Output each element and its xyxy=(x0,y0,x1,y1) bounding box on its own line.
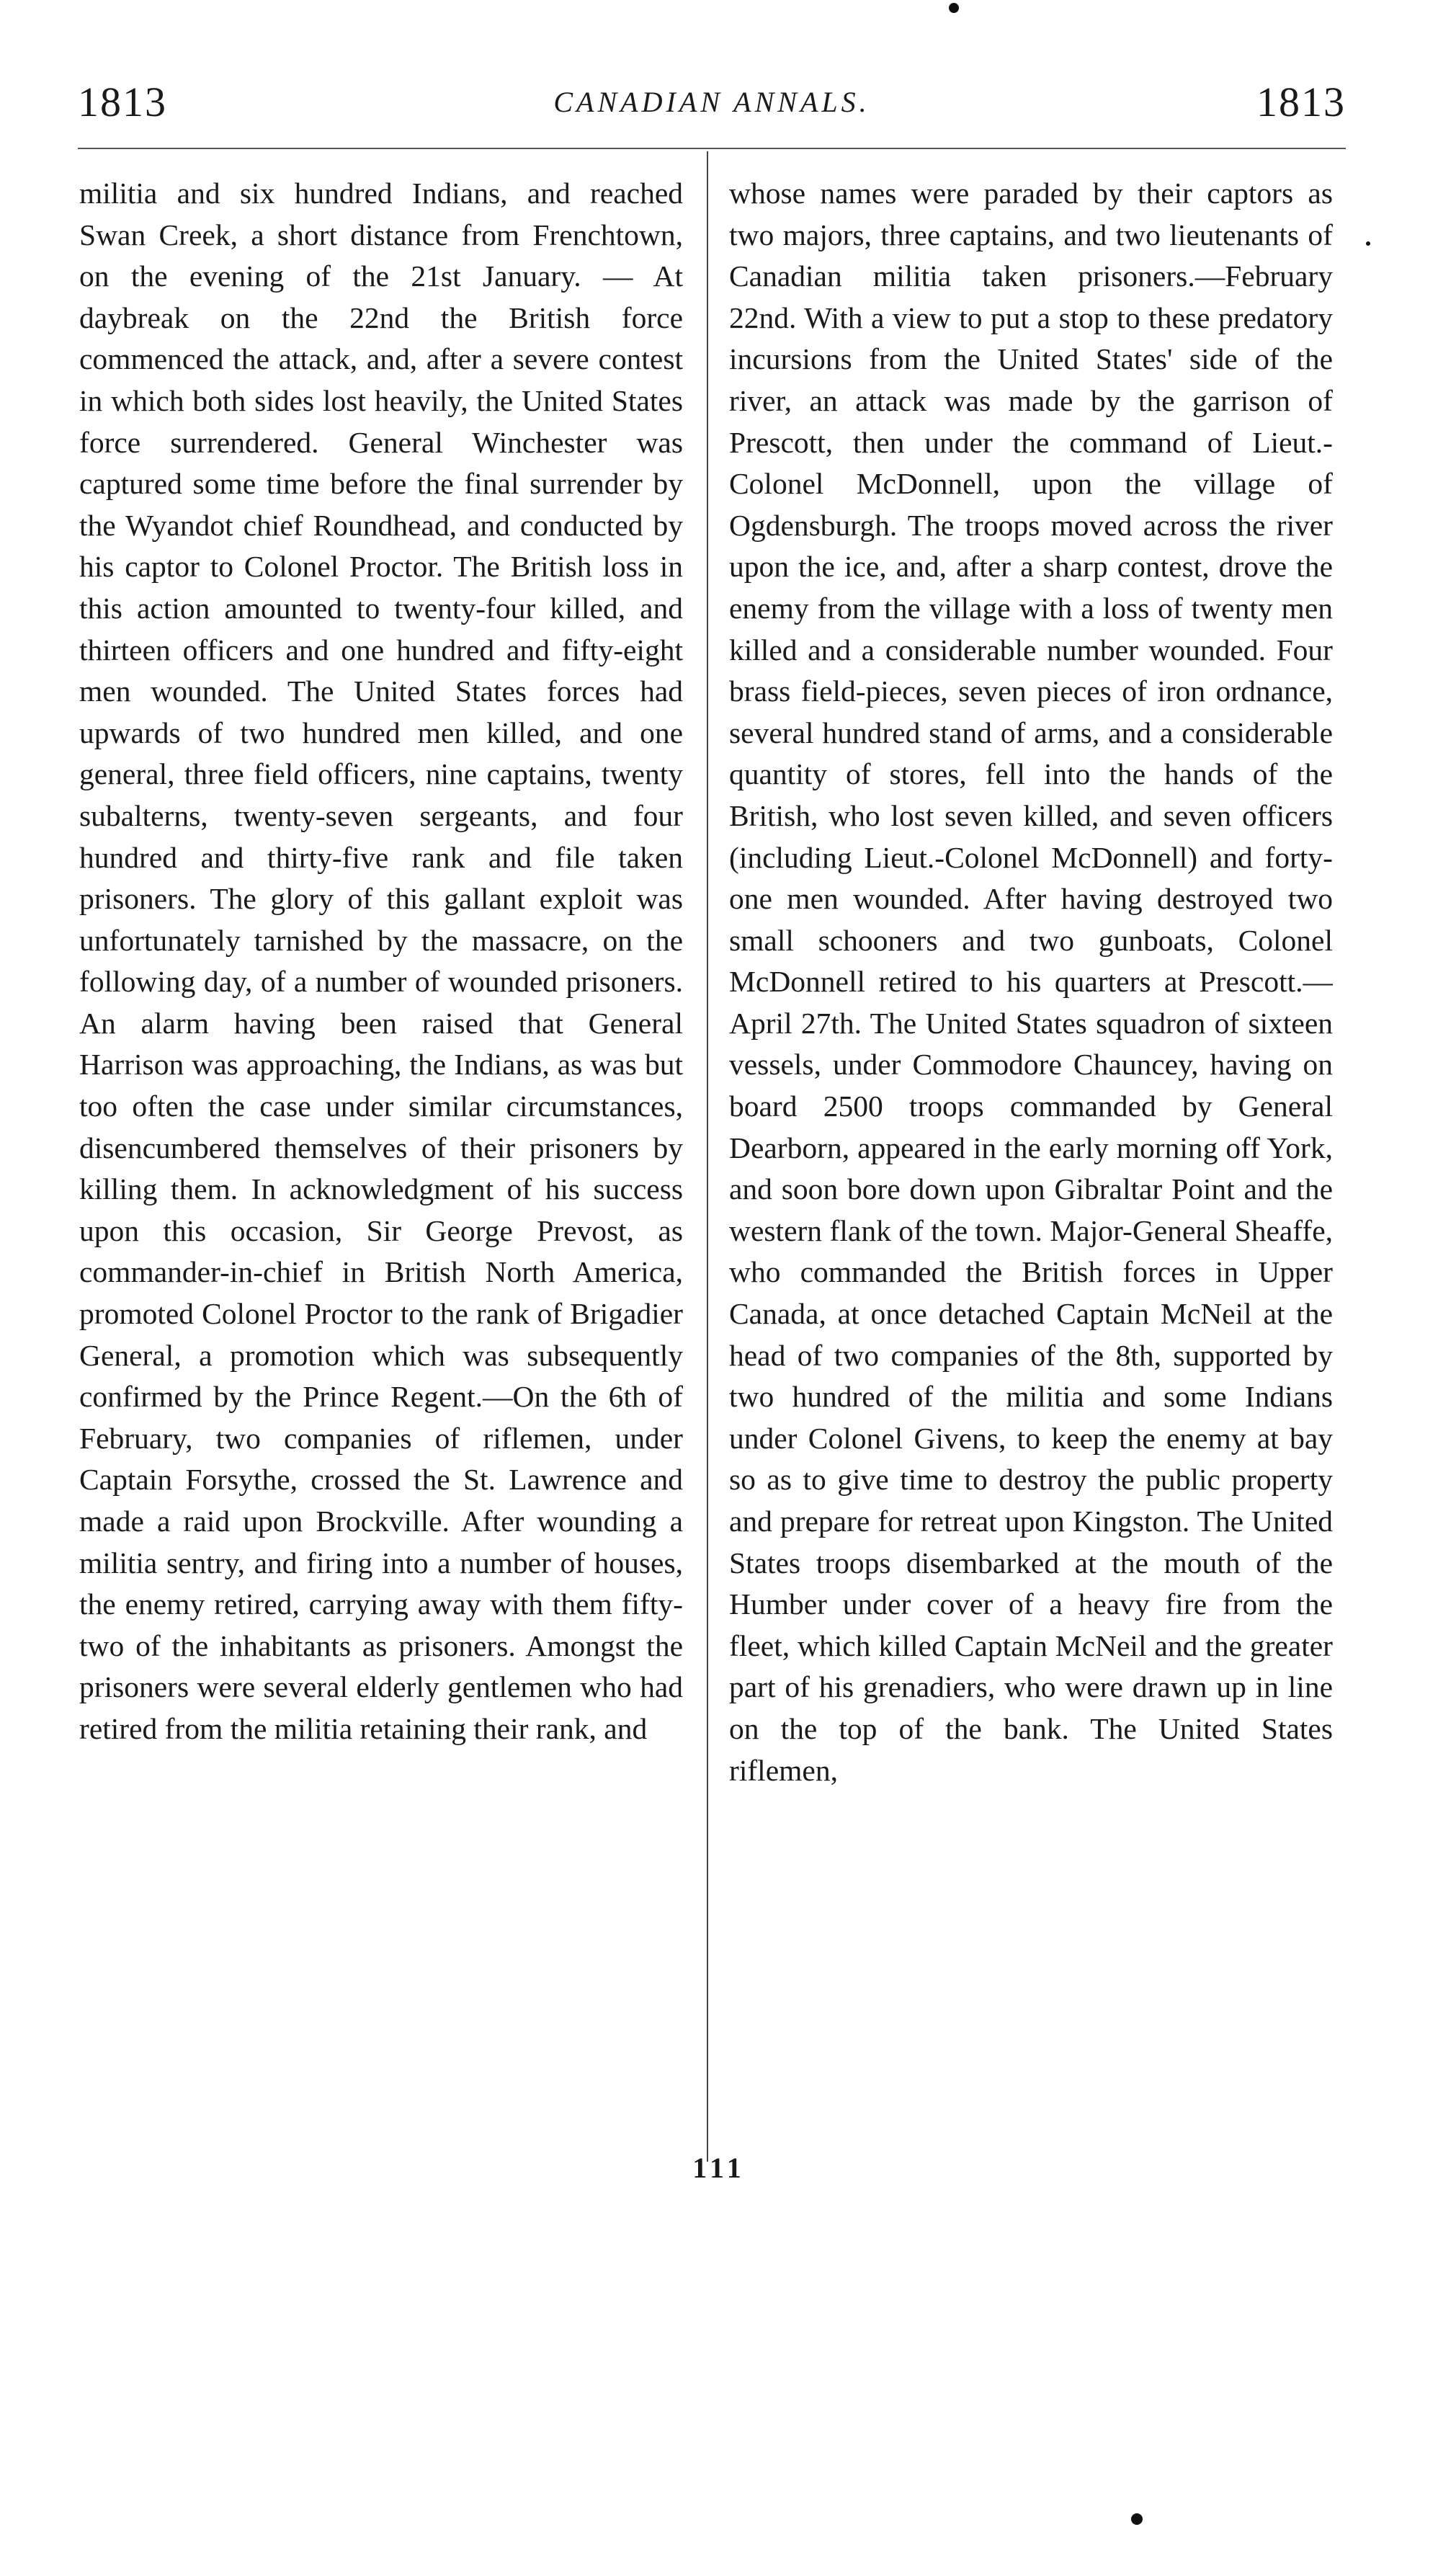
running-header xyxy=(78,78,1346,128)
speck-top xyxy=(949,3,959,13)
text-column-left: militia and six hundred Indians, and reached Swan Creek, a short distance from Frenchtown, on the evening of the 21st January. — At daybreak on the 22nd the British force commenced the attack, and, after a severe contest in which both sides lost heavily, the United States force surrendered. General Winchester was captured some time before the final surrender by the Wyandot chief Roundhead, and conducted by his captor to Colonel Proctor. The British loss in this action amounted to twenty-four killed, and thirteen officers and one hundred and fifty-eight men wounded. The United States forces had upwards of two hundred men killed, and one general, three field officers, nine captains, twenty subalterns, twenty-seven sergeants, and four hundred and thirty-five rank and file taken prisoners. The glory of this gallant exploit was unfortunately tarnished by the massacre, on the following day, of a number of wounded prisoners. An alarm having been raised that General Harrison was approaching, the Indians, as was but too often the case under similar circumstances, disencumbered themselves of their prisoners by killing them. In acknowledgment of his success upon this occasion, Sir George Prevost, as commander-in-chief in British North America, promoted Colonel Proctor to the rank of Brigadier General, a promotion which was subsequently confirmed by the Prince Regent.—On the 6th of February, two companies of riflemen, under Captain Forsythe, crossed the St. Lawrence and made a raid upon Brockville. After wounding a militia sentry, and firing into a number of houses, the enemy retired, carrying away with them fifty-two of the inhabitants as prisoners. Amongst the prisoners were several elderly gentlemen who had retired from the militia retaining their rank, and xyxy=(79,177,683,1745)
column-divider xyxy=(707,151,708,2162)
header-rule xyxy=(78,148,1346,149)
running-title: CANADIAN ANNALS. xyxy=(553,86,870,118)
text-column-right: whose names were paraded by their captors as two majors, three captains, and two lieutenants of Canadian militia taken prisoners.—February 22nd. With a view to put a stop to these predatory incursions from the United States' side of the river, an attack was made by the garrison of Prescott, then under the command of Lieut.-Colonel McDonnell, upon the village of Ogdensburgh. The troops moved across the river upon the ice, and, after a sharp contest, drove the enemy from the village with a loss of twenty men killed and a considerable number wounded. Four brass field-pieces, seven pieces of iron ordnance, several hundred stand of arms, and a considerable quantity of stores, fell into the hands of the British, who lost seven killed, and seven officers (including Lieut.-Colonel McDonnell) and forty-one men wounded. After having destroyed two small schooners and two gunboats, Colonel McDonnell retired to his quarters at Prescott.—April 27th. The United States squadron of sixteen vessels, under Commodore Chauncey, having on board 2500 troops commanded by General Dearborn, appeared in the early morning off York, and soon bore down upon Gibraltar Point and the western flank of the town. Major-General Sheaffe, who commanded the British forces in Upper Canada, at once detached Captain McNeil at the head of two companies of the 8th, supported by two hundred of the militia and some Indians under Colonel Givens, to keep the enemy at bay so as to give time to destroy the public property and prepare for retreat upon Kingston. The United States troops disembarked at the mouth of the Humber under cover of a heavy fire from the fleet, which killed Captain McNeil and the greater part of his grenadiers, who were drawn up in line on the top of the bank. The United States riflemen, xyxy=(729,177,1333,1787)
speck-margin xyxy=(1366,241,1370,246)
header-year-left: 1813 xyxy=(78,79,167,125)
speck-bottom xyxy=(1131,2513,1143,2525)
header-year-right: 1813 xyxy=(1256,79,1346,125)
page-number: 111 xyxy=(692,2152,746,2184)
